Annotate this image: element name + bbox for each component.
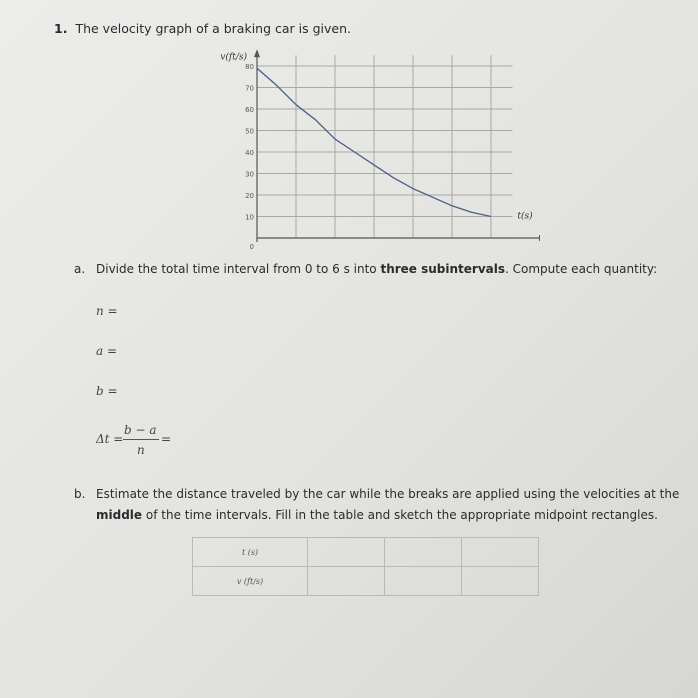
a-equation: a = xyxy=(96,344,118,358)
graph-labels xyxy=(220,51,533,251)
part-a-prompt xyxy=(74,262,657,276)
question-number: 1. xyxy=(54,21,68,36)
x-axis-arrow xyxy=(539,235,540,241)
question-text: The velocity graph of a braking car is given. xyxy=(75,21,351,36)
part-a-label: a. xyxy=(74,262,86,276)
part-a-text-bold: three subintervals xyxy=(380,262,506,276)
delta-t-denominator: n xyxy=(137,443,145,457)
question-title xyxy=(54,21,351,36)
midpoint-table xyxy=(192,537,539,596)
y-tick-label: 10 xyxy=(245,213,254,222)
part-b-label: b. xyxy=(74,487,86,501)
delta-t-numerator: b − a xyxy=(124,423,157,437)
table-cell[interactable] xyxy=(385,538,462,567)
y-axis-arrow xyxy=(254,49,260,57)
v-row-header: v (ft/s) xyxy=(193,567,308,596)
part-a-text-pre: Divide the total time interval from 0 to 6 s into xyxy=(96,262,381,276)
graph-axes xyxy=(254,49,540,242)
y-tick-label: 80 xyxy=(245,63,254,71)
table-cell[interactable] xyxy=(308,567,385,596)
y-tick-label: 70 xyxy=(245,84,254,93)
y-axis-title: v(ft/s) xyxy=(220,52,247,63)
delta-t-equals: = xyxy=(161,432,172,446)
t-row-header: t (s) xyxy=(193,538,308,567)
y-tick-label: 30 xyxy=(245,170,254,179)
y-tick-label: 60 xyxy=(245,106,254,114)
part-b-line2-bold: middle xyxy=(96,508,143,522)
table-cell[interactable] xyxy=(308,538,385,567)
part-a-text-post: . Compute each quantity: xyxy=(505,262,658,276)
graph-grid xyxy=(257,55,513,238)
b-equation: b = xyxy=(96,384,118,398)
table-cell[interactable] xyxy=(385,567,462,596)
velocity-graph xyxy=(190,44,540,256)
part-b-line2-post: of the time intervals. Fill in the table and sketch the appropriate midpoint rectangles. xyxy=(142,508,658,522)
delta-t-label: Δt = xyxy=(96,432,124,446)
fraction-bar xyxy=(123,439,159,440)
origin-label: 0 xyxy=(249,243,254,251)
y-tick-label: 20 xyxy=(245,192,254,200)
table-cell[interactable] xyxy=(462,538,539,567)
n-equation: n = xyxy=(96,304,118,318)
table-row xyxy=(193,567,539,596)
table-cell[interactable] xyxy=(462,567,539,596)
y-tick-label: 50 xyxy=(245,127,254,136)
part-b-prompt xyxy=(74,484,679,526)
table-row xyxy=(193,538,539,567)
y-tick-label: 40 xyxy=(245,149,254,157)
x-axis-title: t(s) xyxy=(517,211,533,222)
part-b-line1: Estimate the distance traveled by the car while the breaks are applied using the velocities at the xyxy=(96,487,680,501)
